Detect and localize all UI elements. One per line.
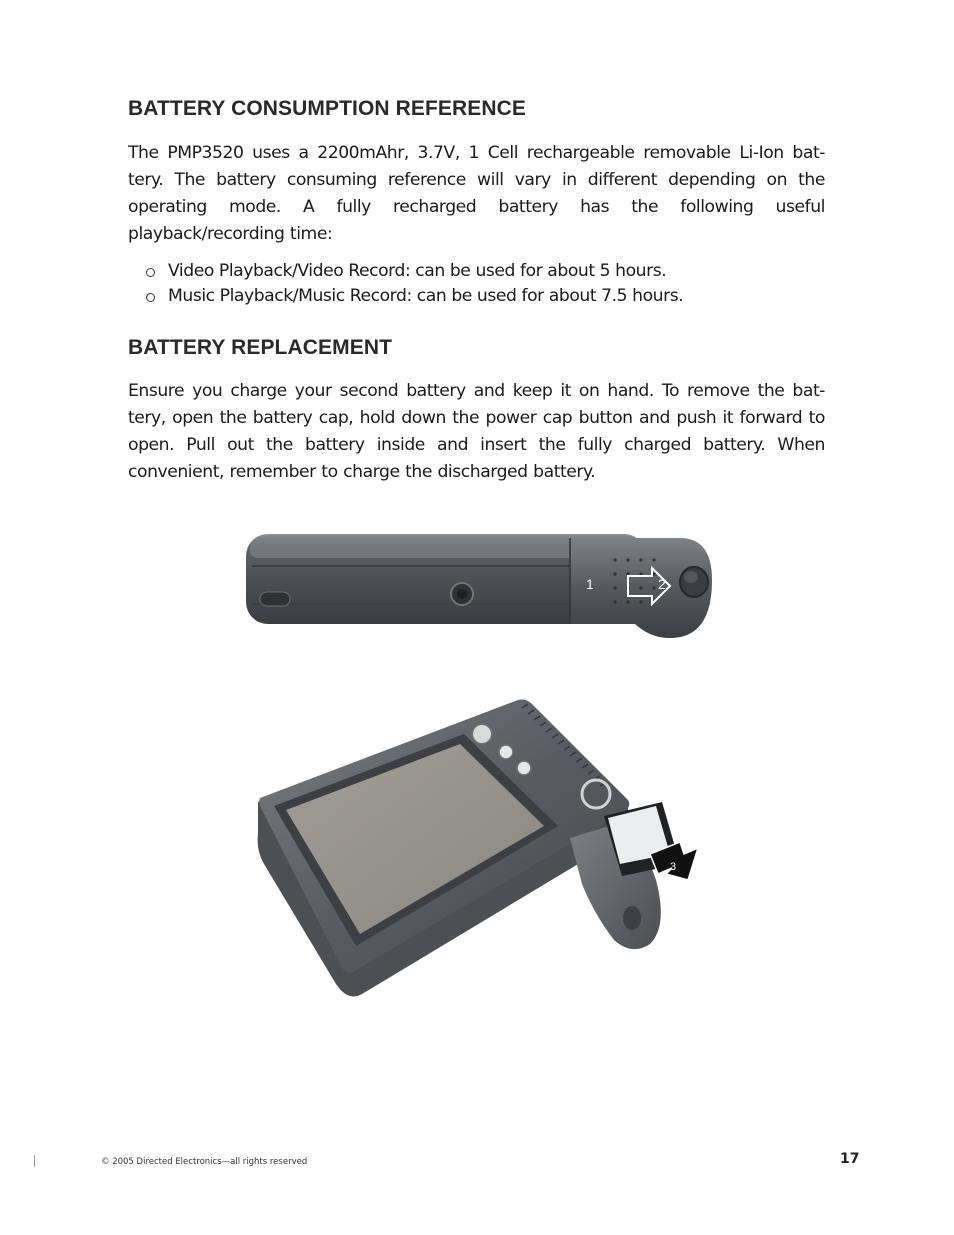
device-side-view-photo [240,526,720,648]
list-item: Video Playback/Video Record: can be used for about 5 hours. [168,259,683,284]
step-2-label: 2 [658,576,666,592]
step-3-label: 3 [670,861,677,873]
footer-copyright: © 2005 Directed Electronics—all rights reserved [101,1157,308,1167]
device-open-battery-photo [252,694,704,1010]
heading-battery-consumption: BATTERY CONSUMPTION REFERENCE [128,97,527,120]
battery-consumption-paragraph: The PMP3520 uses a 2200mAhr, 3.7V, 1 Cell rechargeable removable Li-Ion bat- tery. The battery consuming reference will vary in different depending on the operating mode. A fully recharged battery has the following useful playback/recording time: [128,143,825,244]
page-number: 17 [840,1151,860,1167]
bullet-circle-icon [146,293,155,302]
battery-life-list [168,259,683,309]
step-1-label: 1 [586,576,594,592]
list-item: Music Playback/Music Record: can be used for about 7.5 hours. [168,284,683,309]
heading-battery-replacement: BATTERY REPLACEMENT [128,336,393,359]
battery-replacement-paragraph: Ensure you charge your second battery and keep it on hand. To remove the bat- tery, open the battery cap, hold down the power cap button and push it forward to open. Pull out the battery inside and insert the fully charged battery. When convenient, remember to charge the discharged battery. [128,381,825,482]
footer-rule [34,1155,35,1167]
bullet-circle-icon [146,268,155,277]
